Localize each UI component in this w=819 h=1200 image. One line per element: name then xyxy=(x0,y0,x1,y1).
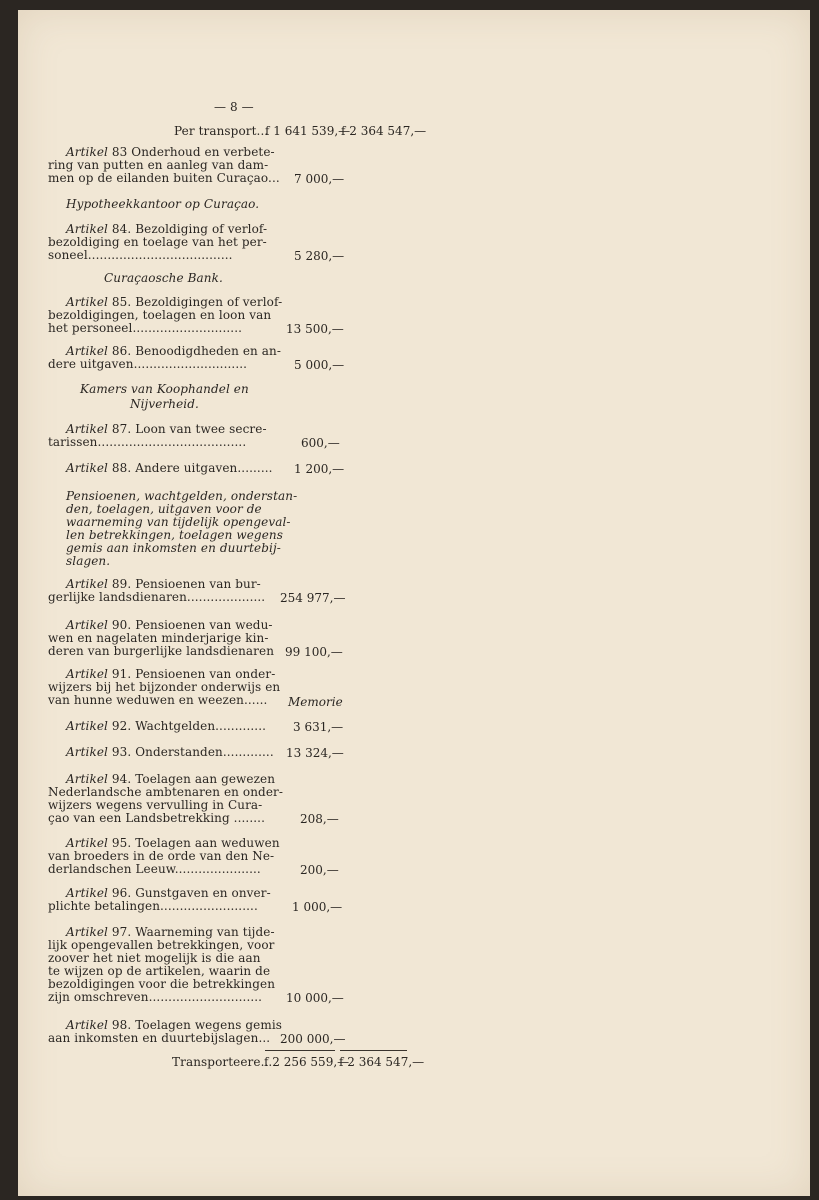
article-95-line3: derlandschen Leeuw...................... xyxy=(48,862,261,876)
heading-kamers-van-koophandel: Kamers van Koophandel en xyxy=(80,382,249,396)
heading-pensioenen-5: gemis aan inkomsten en duurtebij- xyxy=(66,541,281,555)
article-95-line1: Artikel 95. Toelagen aan weduwen xyxy=(66,836,280,850)
heading-pensioenen-4: len betrekkingen, toelagen wegens xyxy=(66,528,283,542)
article-94-line2: Nederlandsche ambtenaren en onder- xyxy=(48,785,284,799)
article-91-amount: Memorie xyxy=(288,695,343,709)
article-97-line6: zijn omschreven............................. xyxy=(48,990,263,1004)
article-97-amount: 10 000,— xyxy=(286,991,344,1005)
heading-pensioenen-2: den, toelagen, uitgaven voor de xyxy=(66,502,262,516)
article-85-line3: het personeel............................ xyxy=(48,321,243,335)
article-97-line4: te wijzen op de artikelen, waarin de xyxy=(48,964,271,978)
heading-pensioenen-3: waarneming van tijdelijk opengeval- xyxy=(66,515,291,529)
article-94-line3: wijzers wegens vervulling in Cura- xyxy=(48,798,263,812)
per-transport-label: Per transport... xyxy=(174,124,269,138)
transporteere-label: Transporteere... xyxy=(172,1055,273,1069)
article-83-line3: men op de eilanden buiten Curaçao... xyxy=(48,171,280,185)
document-page xyxy=(18,10,810,1196)
article-94-line4: çao van een Landsbetrekking ........ xyxy=(48,811,265,825)
article-98-line2: aan inkomsten en duurtebijslagen... xyxy=(48,1031,271,1045)
article-94-line1: Artikel 94. Toelagen aan gewezen xyxy=(66,772,276,786)
heading-curacaosche-bank: Curaçaosche Bank. xyxy=(104,271,223,285)
article-97-line1: Artikel 97. Waarneming van tijde- xyxy=(66,925,275,939)
article-90-line3: deren van burgerlijke landsdienaren xyxy=(48,644,275,658)
article-83-line1: Artikel 83 Onderhoud en verbete- xyxy=(66,145,275,159)
article-97-line5: bezoldigingen voor die betrekkingen xyxy=(48,977,276,991)
article-88-amount: 1 200,— xyxy=(294,462,345,476)
article-90-line2: wen en nagelaten minderjarige kin- xyxy=(48,631,269,645)
article-84-line3: soneel..................................... xyxy=(48,248,233,262)
article-85-line2: bezoldigingen, toelagen en loon van xyxy=(48,308,272,322)
article-96-line2: plichte betalingen......................... xyxy=(48,899,258,913)
article-86-line2: dere uitgaven............................. xyxy=(48,357,248,371)
article-89-line2: gerlijke landsdienaren.................... xyxy=(48,590,266,604)
article-87-line1: Artikel 87. Loon van twee secre- xyxy=(66,422,267,436)
article-96-line1: Artikel 96. Gunstgaven en onver- xyxy=(66,886,271,900)
article-94-amount: 208,— xyxy=(300,812,339,826)
article-93-amount: 13 324,— xyxy=(286,746,344,760)
article-86-amount: 5 000,— xyxy=(294,358,345,372)
transporteere-amount-2: f 2 364 547,— xyxy=(339,1055,425,1069)
total-rule-2 xyxy=(340,1050,407,1051)
article-90-line1: Artikel 90. Pensioenen van wedu- xyxy=(66,618,273,632)
article-92-amount: 3 631,— xyxy=(293,720,344,734)
heading-pensioenen-1: Pensioenen, wachtgelden, onderstan- xyxy=(66,489,298,503)
article-91-line3: van hunne weduwen en weezen...... xyxy=(48,693,268,707)
heading-hypotheekkantoor: Hypotheekkantoor op Curaçao. xyxy=(66,197,260,211)
article-98-line1: Artikel 98. Toelagen wegens gemis xyxy=(66,1018,283,1032)
article-95-amount: 200,— xyxy=(300,863,339,877)
article-91-line1: Artikel 91. Pensioenen van onder- xyxy=(66,667,276,681)
article-96-amount: 1 000,— xyxy=(292,900,343,914)
heading-nijverheid: Nijverheid. xyxy=(130,397,199,411)
article-97-line2: lijk opengevallen betrekkingen, voor xyxy=(48,938,275,952)
article-86-line1: Artikel 86. Benoodigdheden en an- xyxy=(66,344,282,358)
article-85-amount: 13 500,— xyxy=(286,322,344,336)
transporteere-amount-1: f 2 256 559,— xyxy=(264,1055,350,1069)
article-97-line3: zoover het niet mogelijk is die aan xyxy=(48,951,261,965)
article-98-amount: 200 000,— xyxy=(280,1032,346,1046)
article-87-line2: tarissen...................................... xyxy=(48,435,247,449)
per-transport-amount-2: f 2 364 547,— xyxy=(341,124,427,138)
article-84-line2: bezoldiging en toelage van het per- xyxy=(48,235,267,249)
article-88-line1: Artikel 88. Andere uitgaven......... xyxy=(66,461,273,475)
heading-pensioenen-6: slagen. xyxy=(66,554,111,568)
article-84-amount: 5 280,— xyxy=(294,249,345,263)
article-93-line1: Artikel 93. Onderstanden............. xyxy=(66,745,274,759)
article-85-line1: Artikel 85. Bezoldigingen of verlof- xyxy=(66,295,283,309)
article-90-amount: 99 100,— xyxy=(285,645,343,659)
article-95-line2: van broeders in de orde van den Ne- xyxy=(48,849,275,863)
article-84-line1: Artikel 84. Bezoldiging of verlof- xyxy=(66,222,268,236)
per-transport-amount-1: f 1 641 539,— xyxy=(265,124,351,138)
total-rule-1 xyxy=(265,1050,335,1051)
article-83-line2: ring van putten en aanleg van dam- xyxy=(48,158,269,172)
article-89-line1: Artikel 89. Pensioenen van bur- xyxy=(66,577,261,591)
article-92-line1: Artikel 92. Wachtgelden............. xyxy=(66,719,267,733)
article-91-line2: wijzers bij het bijzonder onderwijs en xyxy=(48,680,281,694)
article-89-amount: 254 977,— xyxy=(280,591,346,605)
article-87-amount: 600,— xyxy=(301,436,340,450)
article-83-amount: 7 000,— xyxy=(294,172,345,186)
page-number: — 8 — xyxy=(214,100,254,114)
